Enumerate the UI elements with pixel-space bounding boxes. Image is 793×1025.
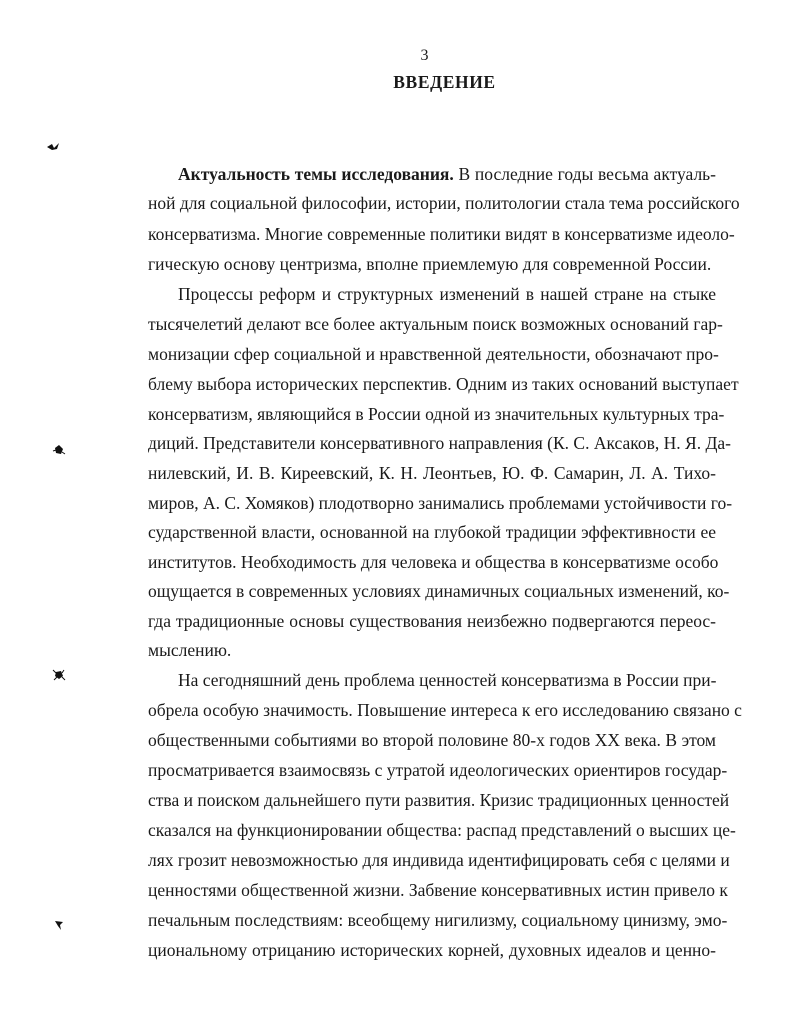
text-line: На сегодняшний день проблема ценностей консерватизма в России при-	[178, 670, 717, 690]
lead-bold-phrase: Актуальность темы исследования.	[178, 164, 454, 184]
text-line: обрела особую значимость. Повышение интереса к его исследованию связано с	[148, 700, 742, 720]
text-line: консерватизма. Многие современные политики видят в консерватизме идеоло-	[148, 224, 735, 244]
page-number: 3	[420, 47, 429, 64]
text-line: ценностями общественной жизни. Забвение консервативных истин привело к	[148, 880, 728, 900]
text-line: ощущается в современных условиях динамичных социальных изменений, ко-	[148, 581, 730, 601]
text-line: лях грозит невозможностью для индивида идентифицировать себя с целями и	[148, 850, 730, 870]
margin-speck-icon	[52, 918, 66, 932]
text-line: блему выбора исторических перспектив. Одним из таких оснований выступает	[148, 374, 739, 394]
text-line: миров, А. С. Хомяков) плодотворно занимались проблемами устойчивости го-	[148, 493, 733, 513]
text-line: консерватизм, являющийся в России одной из значительных культурных тра-	[148, 404, 725, 424]
text-line: диций. Представители консервативного направления (К. С. Аксаков, Н. Я. Да-	[148, 433, 732, 453]
text-line: печальным последствиям: всеобщему нигилизму, социальному цинизму, эмо-	[148, 910, 728, 930]
text-line: Процессы реформ и структурных изменений в нашей стране на стыке	[178, 284, 716, 304]
text-line: институтов. Необходимость для человека и общества в консерватизме особо	[148, 552, 719, 572]
text-line: тысячелетий делают все более актуальным поиск возможных оснований гар-	[148, 314, 723, 334]
text-line: нилевский, И. В. Киреевский, К. Н. Леонтьев, Ю. Ф. Самарин, Л. А. Тихо-	[148, 463, 716, 483]
margin-speck-icon	[46, 140, 60, 154]
text-line: ной для социальной философии, истории, политологии стала тема российского	[148, 193, 740, 213]
text-line: монизации сфер социальной и нравственной деятельности, обозначают про-	[148, 344, 719, 364]
text-line: мыслению.	[148, 640, 232, 660]
text-line: гда традиционные основы существования неизбежно подвергаются переос-	[148, 611, 716, 631]
margin-speck-icon	[52, 668, 66, 682]
text-line: ства и поиском дальнейшего пути развития. Кризис традиционных ценностей	[148, 790, 730, 810]
margin-speck-icon	[52, 443, 66, 457]
text-line: просматривается взаимосвязь с утратой идеологических ориентиров государ-	[148, 760, 728, 780]
text-line: циональному отрицанию исторических корней, духовных идеалов и ценно-	[148, 940, 716, 960]
text-line: сказался на функционировании общества: распад представлений о высших це-	[148, 820, 736, 840]
text-line: общественными событиями во второй половине 80-х годов XX века. В этом	[148, 730, 716, 750]
text-line: Актуальность темы исследования. В последние годы весьма актуаль-	[178, 164, 716, 184]
text-line: гическую основу центризма, вполне приемлемую для современной России.	[148, 254, 712, 274]
text-line: сударственной власти, основанной на глубокой традиции эффективности ее	[148, 522, 716, 542]
section-heading: ВВЕДЕНИЕ	[393, 72, 496, 92]
